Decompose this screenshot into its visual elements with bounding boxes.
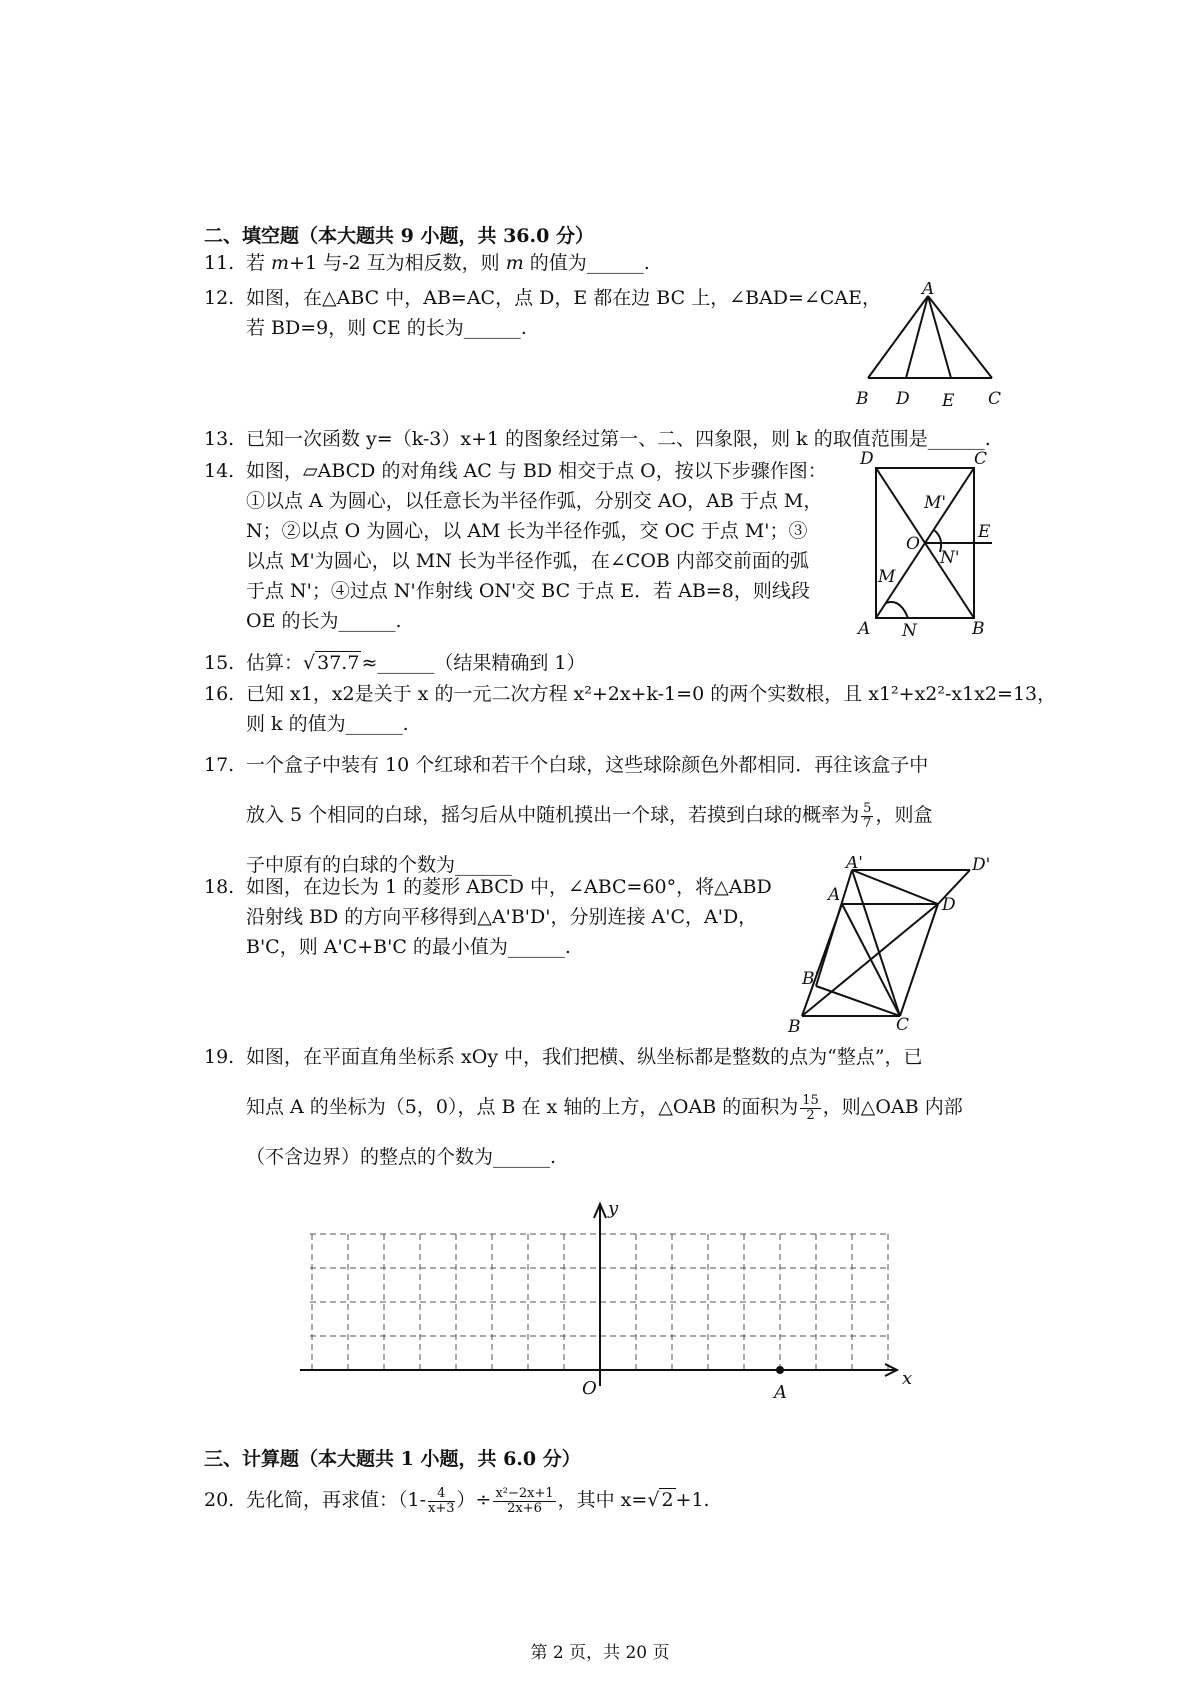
label-B: B bbox=[856, 389, 869, 409]
label-E: E bbox=[978, 522, 991, 542]
question-text: 已知 x1，x2是关于 x 的一元二次方程 x²+2x+k-1=0 的两个实数根，且 x1²+x2²-x1x2=13， 则 k 的值为______. bbox=[246, 683, 1057, 735]
label-D: D bbox=[860, 449, 874, 469]
question-number: 19. bbox=[204, 1046, 235, 1068]
section-2-title: 二、填空题（本大题共 9 小题，共 36.0 分） bbox=[204, 225, 594, 247]
question-text: 如图，在边长为 1 的菱形 ABCD 中，∠ABC=60°，将△ABD 沿射线 BD 的方向平移得到△A'B'D'，分别连接 A'C，A'D， B'C，则 A'C+B'C 的最小值为______. bbox=[246, 876, 772, 958]
question-number: 14. bbox=[204, 460, 235, 482]
question-19 bbox=[204, 1032, 1004, 1182]
question-number: 13. bbox=[204, 428, 235, 450]
triangle-figure bbox=[846, 282, 1016, 418]
label-O: O bbox=[906, 534, 920, 554]
point-A bbox=[776, 1366, 784, 1374]
label-y: y bbox=[608, 1198, 619, 1219]
label-B: B bbox=[972, 619, 985, 638]
section-3-title: 三、计算题（本大题共 1 小题，共 6.0 分） bbox=[204, 1448, 581, 1470]
question-text: 如图，在△ABC 中，AB=AC，点 D，E 都在边 BC 上，∠BAD=∠CAE， 若 BD=9，则 CE 的长为______. bbox=[246, 287, 882, 339]
label-N-prime: N' bbox=[940, 548, 960, 568]
coordinate-grid-figure bbox=[300, 1188, 920, 1400]
label-M-prime: M' bbox=[924, 493, 947, 513]
question-text: 已知一次函数 y=（k-3）x+1 的图象经过第一、二、四象限，则 k 的取值范围是______. bbox=[246, 428, 991, 450]
question-text: 一个盒子中装有 10 个红球和若干个白球，这些球除颜色外都相同．再往该盒子中 放入 5 个相同的白球，摇匀后从中随机摸出一个球，若摸到白球的概率为 $\frac{5}{7}$ ，则盒 子中原有的白球的个数为______ bbox=[246, 754, 933, 876]
label-E: E bbox=[942, 391, 955, 411]
question-number: 12. bbox=[204, 287, 235, 309]
question-number: 16. bbox=[204, 683, 235, 705]
question-text: 如图，▱ABCD 的对角线 AC 与 BD 相交于点 O，按以下步骤作图： ①以点 A 为圆心，以任意长为半径作弧，分别交 AO，AB 于点 M， N；②以点 O 为圆心，以 AM 长为半径作弧，交 OC 于点 M'；③ 以点 M'为圆心，以 MN 长为半径作弧，在∠COB 内部交前面的弧 于点 N'；④过点 N'作射线 ON'交 BC 于点 E．若 AB=8，则线段 OE 的长为______. bbox=[246, 460, 827, 632]
label-O: O bbox=[582, 1378, 597, 1399]
label-B: B bbox=[788, 1017, 801, 1032]
question-text: 若 m+1 与-2 互为相反数，则 m 的值为______. bbox=[246, 252, 650, 274]
label-C: C bbox=[974, 449, 988, 469]
label-A: A bbox=[922, 282, 935, 299]
question-text: 估算：√ 37.7 ≈______（结果精确到 1） bbox=[246, 652, 586, 674]
question-14 bbox=[204, 456, 844, 646]
label-A: A bbox=[774, 1382, 787, 1400]
label-C: C bbox=[896, 1015, 910, 1032]
question-text: 如图，在平面直角坐标系 xOy 中，我们把横、纵坐标都是整数的点为“整点”，已 知点 A 的坐标为（5，0），点 B 在 x 轴的上方，△OAB 的面积为 $\frac{15}{2}$ ，则△OAB 内部 （不含边界）的整点的个数为______. bbox=[246, 1046, 963, 1168]
question-number: 18. bbox=[204, 876, 235, 898]
label-B-prime: B' bbox=[802, 969, 820, 989]
label-x: x bbox=[902, 1368, 913, 1389]
question-number: 17. bbox=[204, 754, 235, 776]
question-number: 20. bbox=[204, 1489, 235, 1511]
question-text: 先化简，再求值：（1- $\frac{4}{x+3}$ ）÷ $\frac{\text{x²−2x+1}}{2x+6}$ ，其中 x=√ 2 +1. bbox=[246, 1485, 710, 1516]
label-D-prime: D' bbox=[972, 856, 991, 875]
question-15 bbox=[204, 648, 964, 678]
question-number: 15. bbox=[204, 652, 235, 674]
label-C: C bbox=[988, 389, 1002, 409]
label-M: M bbox=[878, 567, 896, 587]
rhombus-figure bbox=[776, 856, 1016, 1032]
label-A: A bbox=[828, 885, 841, 905]
label-A-prime: A' bbox=[846, 856, 863, 873]
label-D: D bbox=[896, 389, 910, 409]
label-N: N bbox=[902, 621, 917, 638]
question-16 bbox=[204, 679, 1057, 739]
question-number: 11. bbox=[204, 252, 235, 274]
label-D: D bbox=[942, 895, 956, 915]
question-20 bbox=[204, 1485, 1004, 1525]
question-18 bbox=[204, 872, 772, 962]
parallelogram-figure bbox=[856, 448, 1012, 638]
question-11 bbox=[204, 248, 984, 278]
page-footer: 第 2 页，共 20 页 bbox=[530, 1643, 670, 1663]
label-A: A bbox=[858, 619, 871, 638]
